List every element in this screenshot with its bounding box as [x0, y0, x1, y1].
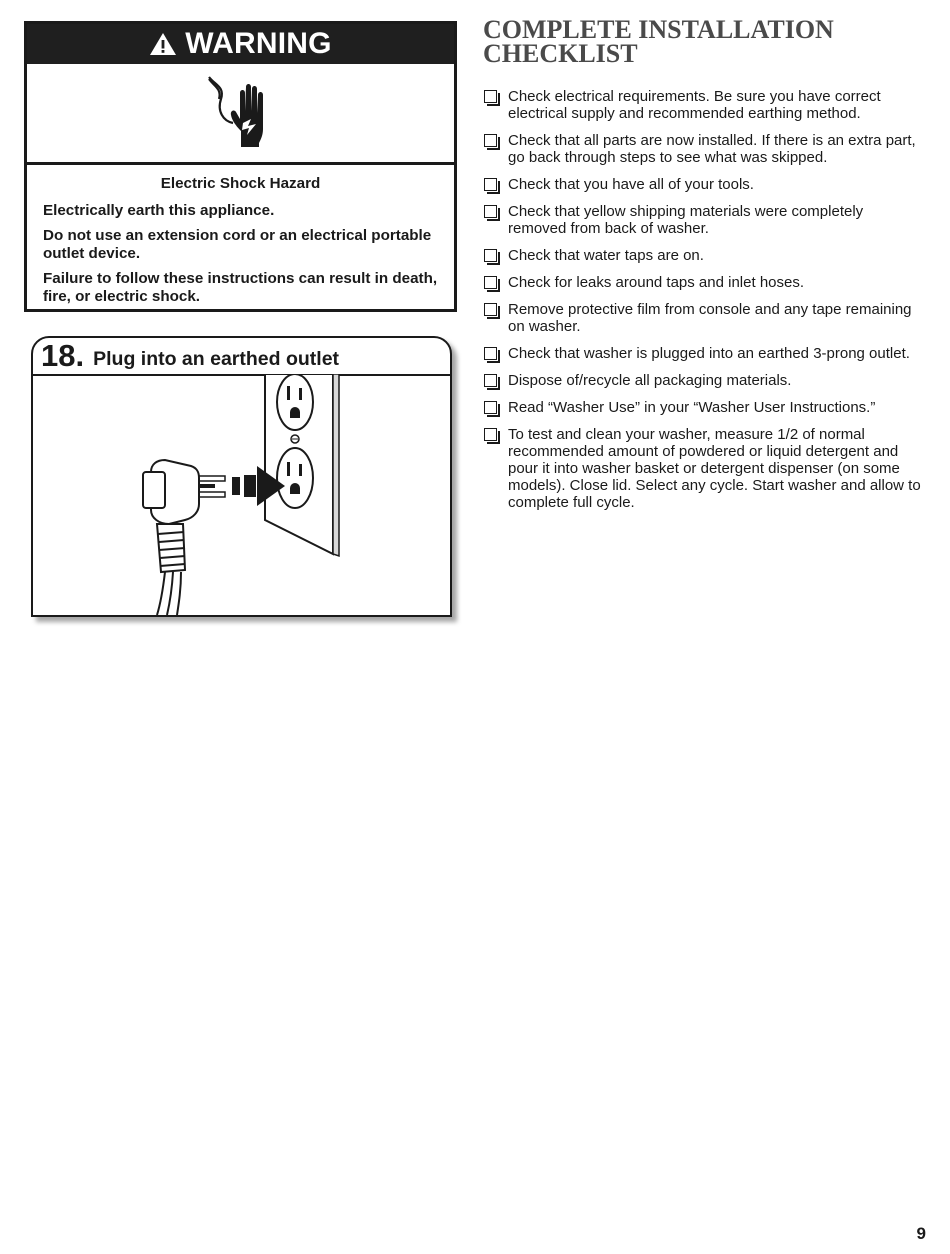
checklist-item-text: Check that water taps are on. [508, 247, 704, 264]
checklist-item-text: Remove protective film from console and any tape remaining on washer. [508, 301, 912, 335]
checklist-item [483, 399, 923, 416]
step-number: 18. [41, 338, 85, 373]
checklist-item [483, 426, 923, 511]
checklist-item [483, 203, 923, 237]
warning-line: Do not use an extension cord or an electrical portable outlet device. [43, 227, 432, 262]
warning-icon-area [27, 64, 454, 165]
warning-title: WARNING [185, 27, 332, 60]
checkbox-icon [484, 303, 497, 316]
warning-body [27, 165, 454, 305]
warning-line: Failure to follow these instructions can result in death, fire, or electric shock. [43, 270, 438, 305]
checkbox-icon [484, 90, 497, 103]
checklist-item-text: Check that you have all of your tools. [508, 176, 754, 193]
step-18-box [31, 336, 452, 617]
checklist-item [483, 274, 923, 291]
page-number: 9 [916, 1224, 926, 1243]
checklist-item [483, 132, 923, 166]
checkbox-icon [484, 134, 497, 147]
checklist-item [483, 345, 923, 362]
checkbox-icon [484, 347, 497, 360]
checkbox-icon [484, 178, 497, 191]
warning-line: Electrically earth this appliance. [43, 201, 275, 219]
checklist-title: COMPLETE INSTALLATION CHECKLIST [483, 15, 834, 68]
checklist-item-text: Dispose of/recycle all packaging materials. [508, 372, 792, 389]
checklist-item-text: Check for leaks around taps and inlet hoses. [508, 274, 805, 291]
checkbox-icon [484, 205, 497, 218]
warning-triangle-icon [149, 32, 177, 56]
checklist-item [483, 88, 923, 122]
checkbox-icon [484, 428, 497, 441]
checklist-item-text: Read “Washer Use” in your “Washer User Instructions.” [508, 399, 876, 416]
checklist-item-text: Check that washer is plugged into an earthed 3-prong outlet. [508, 345, 910, 362]
warning-header [27, 24, 454, 64]
plug-into-outlet-illustration [33, 374, 450, 615]
checklist-item-text: Check electrical requirements. Be sure you have correct electrical supply and recommended earthing method. [508, 88, 881, 122]
checklist [483, 88, 923, 521]
checklist-item [483, 247, 923, 264]
step-title: Plug into an earthed outlet [93, 348, 340, 370]
checklist-item [483, 372, 923, 389]
hazard-title: Electric Shock Hazard [160, 175, 321, 192]
electric-shock-hand-icon [201, 73, 281, 153]
checklist-item-text: Check that yellow shipping materials were completely removed from back of washer. [508, 203, 864, 237]
checklist-item [483, 176, 923, 193]
checkbox-icon [484, 249, 497, 262]
checkbox-icon [484, 401, 497, 414]
checkbox-icon [484, 276, 497, 289]
checkbox-icon [484, 374, 497, 387]
checklist-item [483, 301, 923, 335]
warning-box [24, 21, 457, 312]
checklist-item-text: Check that all parts are now installed. If there is an extra part, go back through steps to see what was skipped. [508, 132, 916, 166]
step-header [33, 338, 450, 376]
checklist-item-text: To test and clean your washer, measure 1/2 of normal recommended amount of powdered or liquid detergent and pour it into washer basket or detergent dispenser (on some models). Close lid. Select any cycle. Start washer and allow to complete full cycle. [508, 426, 921, 511]
